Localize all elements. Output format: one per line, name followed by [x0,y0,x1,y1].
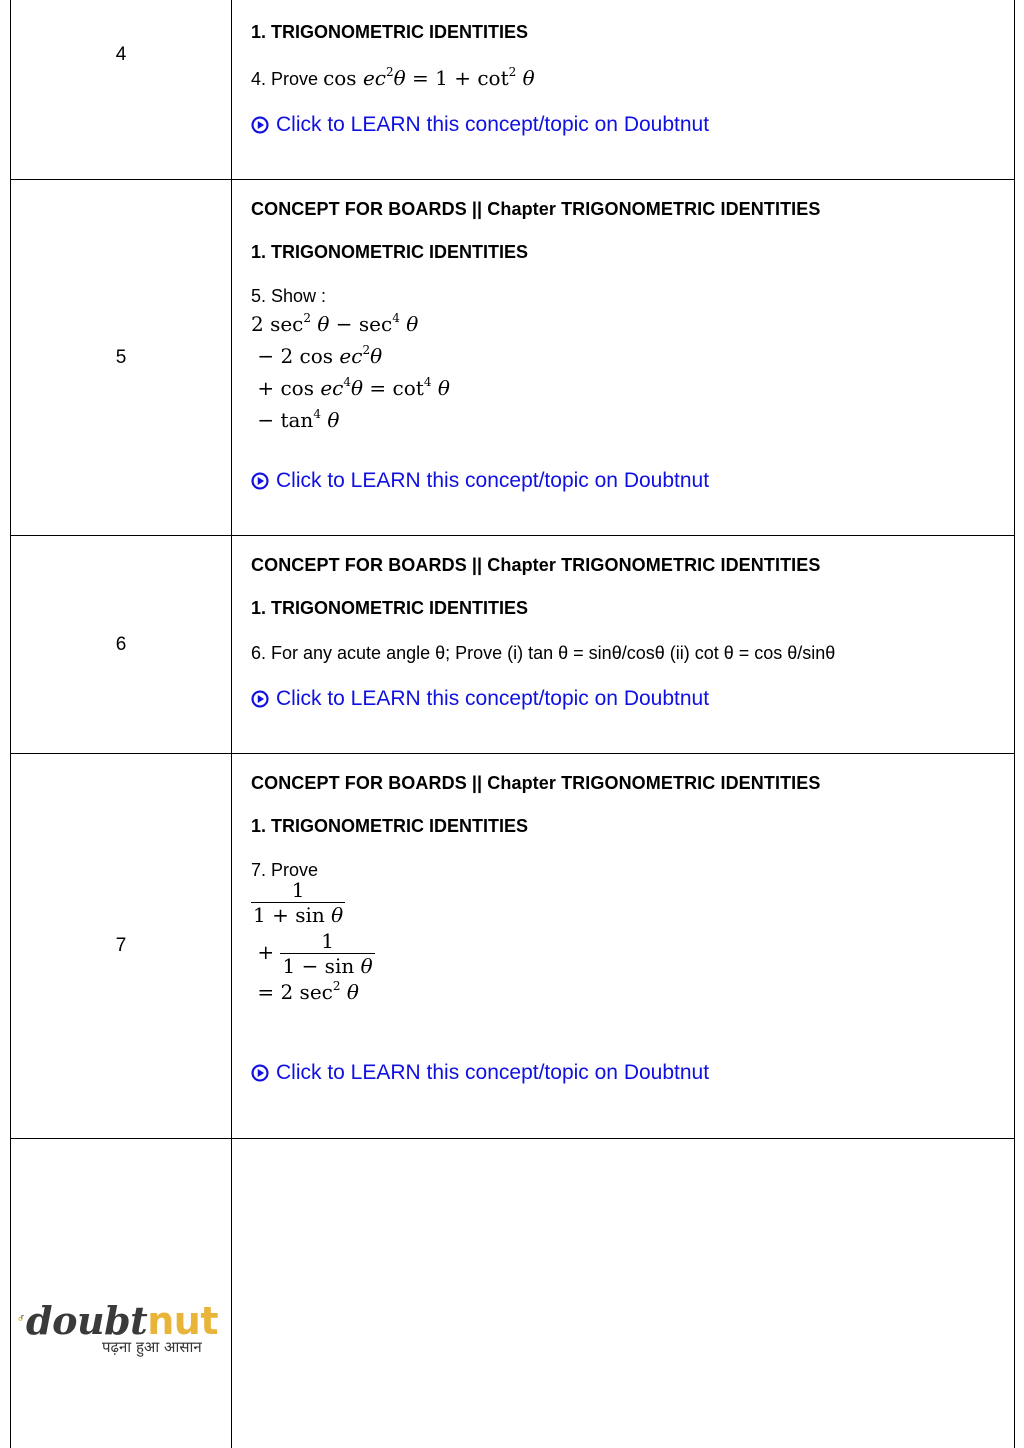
music-note-icon [18,1302,24,1334]
question-content [232,180,1014,535]
learn-link[interactable] [251,469,709,493]
concept-heading: CONCEPT FOR BOARDS || Chapter TRIGONOMETRIC IDENTITIES [251,555,821,575]
learn-link-label: Click to LEARN this concept/topic on Doubtnut [276,113,710,136]
concept-heading: CONCEPT FOR BOARDS || Chapter TRIGONOMETRIC IDENTITIES [251,773,821,793]
logo-brand-right: nut [147,1299,218,1343]
learn-link-label: Click to LEARN this concept/topic on Doubtnut [276,469,710,492]
learn-link-label: Click to LEARN this concept/topic on Doubtnut [276,1061,710,1084]
logo-tagline: पढ़ना हुआ आसान [102,1338,202,1356]
learn-link[interactable] [251,113,709,137]
play-circle-icon [251,690,269,708]
question-content [232,0,1014,179]
doubtnut-logo [18,1298,218,1357]
question-text: 6. For any acute angle θ; Prove (i) tan θ = sinθ/cosθ (ii) cot θ = cos θ/sinθ [251,643,836,663]
topic-heading: 1. TRIGONOMETRIC IDENTITIES [251,22,529,42]
table-row [11,536,1014,754]
topic-heading: 1. TRIGONOMETRIC IDENTITIES [251,242,529,262]
table-row [11,180,1014,536]
table-row [11,1139,1014,1448]
fraction: $\frac{1}{\text{1 − sin θ}}$ [282,929,373,978]
table-row [11,754,1014,1139]
learn-link[interactable] [251,1061,709,1085]
fraction: $\frac{1}{\text{1 + sin θ}}$ [253,878,344,927]
math-expression: 2 $\sec^2 \theta - \sec^4 \theta$ − 2 $\cos ec^2\theta$ + $\cos ec^4\theta = \cot^4 \theta$ − $\tan^4 \theta$ [251,311,450,432]
question-number: 4 [11,0,232,179]
math-expression: $\cos ec^2\theta = 1 + \cot^2 \theta$ [323,65,535,90]
question-content [232,536,1014,753]
question-content [232,754,1014,1138]
question-prefix: 5. Show : [251,286,327,306]
topic-heading: 1. TRIGONOMETRIC IDENTITIES [251,598,529,618]
logo-brand-left: doubt [26,1298,148,1343]
play-circle-icon [251,1064,269,1082]
math-expression: $\frac{1}{\text{1 + sin θ}}$ + $\frac{1}{\text{1 − sin θ}}$ = 2 $\sec^2 \theta$ [251,878,373,1004]
question-prefix: 7. Prove [251,860,319,880]
question-number: 7 [11,754,232,1138]
question-number: 6 [11,536,232,753]
questions-table [10,0,1015,1448]
play-circle-icon [251,116,269,134]
learn-link-label: Click to LEARN this concept/topic on Doubtnut [276,687,710,710]
logo-cell [11,1139,232,1448]
question-text [251,66,535,90]
question-prefix: 4. Prove [251,69,319,89]
question-number: 5 [11,180,232,535]
concept-heading: CONCEPT FOR BOARDS || Chapter TRIGONOMETRIC IDENTITIES [251,199,821,219]
topic-heading: 1. TRIGONOMETRIC IDENTITIES [251,816,529,836]
table-row [11,0,1014,180]
learn-link[interactable] [251,687,709,711]
play-circle-icon [251,472,269,490]
empty-cell [232,1139,1014,1448]
